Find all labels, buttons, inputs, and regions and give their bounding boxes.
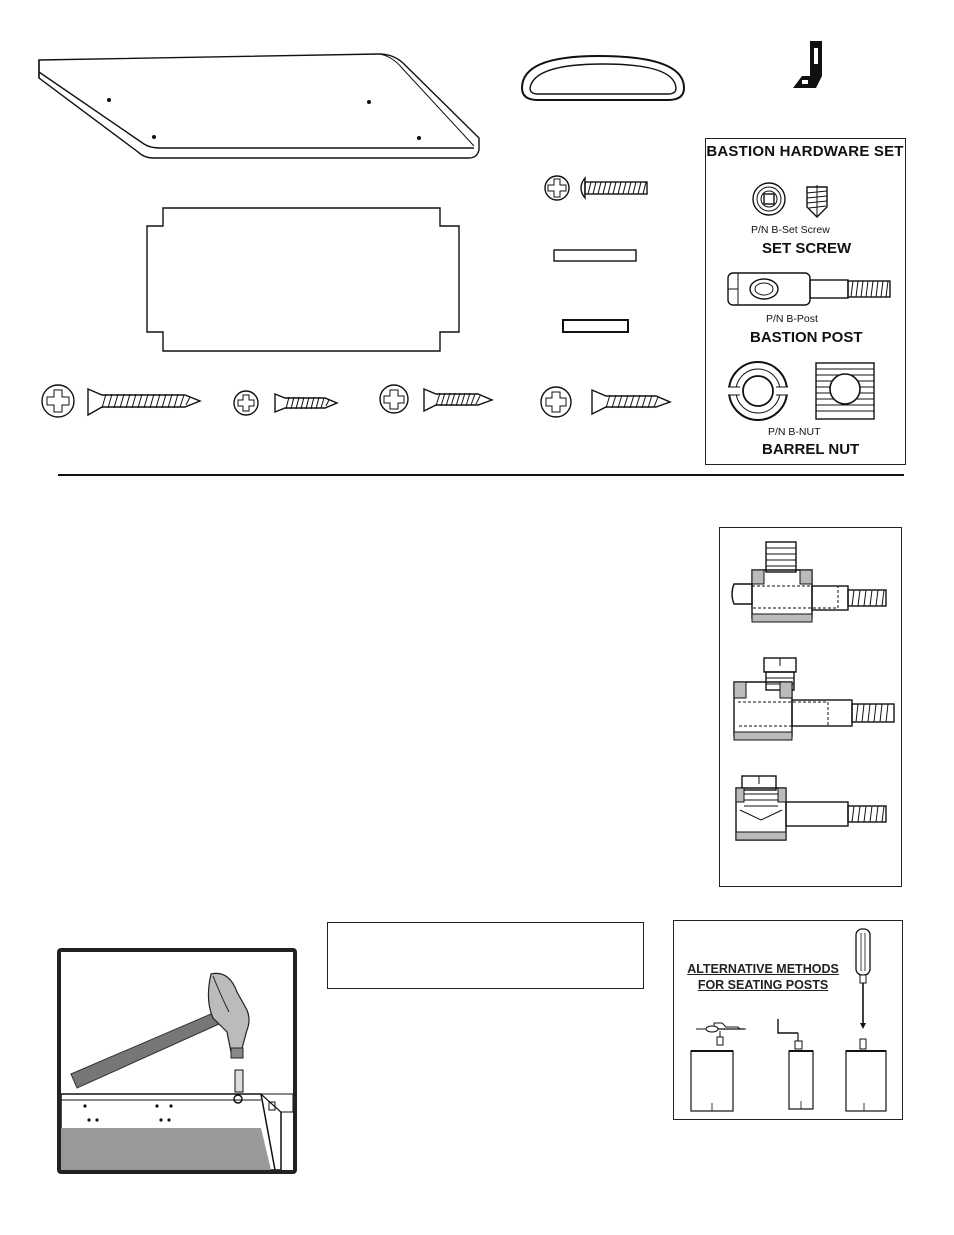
alternative-methods-box (673, 920, 903, 1120)
wood-screw-icon (378, 384, 496, 416)
shelf-pin-icon (562, 319, 630, 335)
barrel-nut-part-number: P/N B-NUT (768, 426, 821, 438)
wood-screw-icon (233, 389, 341, 419)
post-nut-step-3-icon (728, 768, 893, 868)
allen-key-icon (778, 1019, 798, 1043)
barrel-nut-name: BARREL NUT (762, 441, 860, 458)
l-bracket-icon (790, 38, 835, 94)
hammer-illustration-frame (57, 948, 297, 1174)
section-divider (58, 474, 904, 476)
post-nut-step-2-icon (728, 652, 898, 752)
assembly-steps-box (719, 527, 902, 887)
screwdriver-icon (856, 929, 870, 1029)
alternative-methods-title-line1: ALTERNATIVE METHODS (687, 962, 839, 976)
note-box (327, 922, 644, 989)
set-screw-part-number: P/N B-Set Screw (751, 224, 830, 236)
set-screw-name: SET SCREW (762, 240, 852, 257)
note-text (328, 923, 643, 939)
hardware-set-title: BASTION HARDWARE SET (706, 143, 904, 160)
wood-screw-icon (40, 383, 205, 419)
barrel-nut-icon (726, 359, 881, 423)
alternative-methods-title-line2: FOR SEATING POSTS (697, 978, 829, 992)
machine-screw-icon (543, 172, 651, 204)
bastion-post-icon (724, 269, 899, 309)
drawer-pull-icon (518, 52, 688, 104)
bastion-post-part-number: P/N B-Post (766, 313, 818, 325)
back-panel-icon (145, 206, 465, 354)
set-screw-icon (751, 181, 851, 225)
post-nut-step-1-icon (728, 536, 893, 636)
shelf-pin-icon (553, 249, 637, 263)
hammer-icon (61, 952, 293, 1170)
bastion-post-name: BASTION POST (750, 329, 863, 346)
shelf-panel-icon (34, 50, 484, 165)
wood-screw-icon (538, 385, 673, 419)
hardware-set-box (705, 138, 906, 465)
alternative-methods-drawing (674, 921, 902, 1119)
